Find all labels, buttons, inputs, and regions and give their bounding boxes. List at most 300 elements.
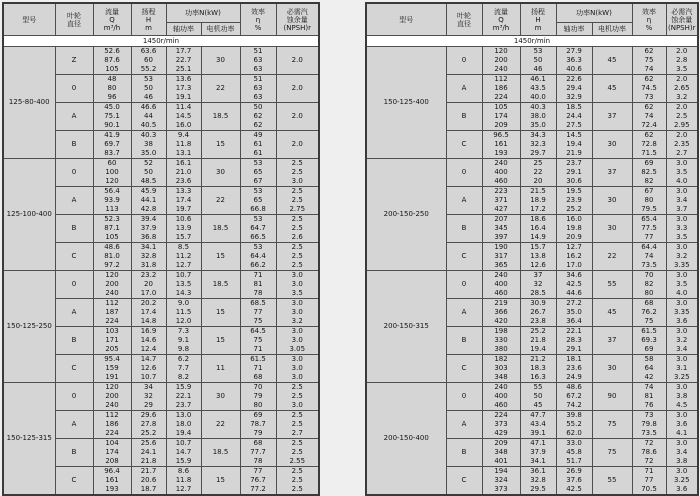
efficiency-cell: 75 xyxy=(240,317,276,327)
efficiency-cell: 75 xyxy=(632,317,666,327)
flow-cell: 460 xyxy=(482,401,520,411)
head-cell: 34.1 xyxy=(131,243,166,253)
motor-power-cell: 18.5 xyxy=(201,439,240,467)
efficiency-cell: 64.5 xyxy=(240,327,276,337)
efficiency-cell: 68 xyxy=(632,299,666,309)
efficiency-cell: 63 xyxy=(240,65,276,75)
flow-cell: 95.4 xyxy=(93,355,131,365)
flow-cell: 174 xyxy=(482,112,520,121)
efficiency-cell: 50 xyxy=(240,103,276,113)
table-row xyxy=(3,159,319,169)
shaft-power-cell: 36.3 xyxy=(556,56,592,65)
npsh-cell: 2.6 xyxy=(276,233,319,243)
head-cell: 38.0 xyxy=(520,112,556,121)
variant-cell: C xyxy=(55,467,93,496)
flow-cell: 200 xyxy=(93,392,131,401)
shaft-power-cell: 26.9 xyxy=(556,467,592,477)
head-cell: 60 xyxy=(131,56,166,65)
head-cell: 12.6 xyxy=(131,364,166,373)
head-cell: 12.4 xyxy=(131,345,166,355)
variant-cell: 0 xyxy=(446,159,482,187)
efficiency-cell: 66.8 xyxy=(240,205,276,215)
npsh-cell: 3.0 xyxy=(276,327,319,337)
variant-cell: 0 xyxy=(446,271,482,299)
head-cell: 18.7 xyxy=(131,485,166,495)
npsh-cell: 2.0 xyxy=(276,103,319,131)
flow-cell: 96.5 xyxy=(482,131,520,141)
efficiency-cell: 69 xyxy=(240,411,276,421)
npsh-cell: 2.5 xyxy=(276,392,319,401)
flow-cell: 400 xyxy=(482,280,520,289)
flow-cell: 97.2 xyxy=(93,261,131,271)
flow-cell: 83.7 xyxy=(93,149,131,159)
efficiency-cell: 79 xyxy=(240,392,276,401)
motor-power-cell: 30 xyxy=(592,355,632,383)
col-header-flow-line: Q xyxy=(109,15,115,24)
head-cell: 40.3 xyxy=(520,103,556,113)
npsh-cell: 3.7 xyxy=(666,205,698,215)
flow-cell: 105 xyxy=(482,103,520,113)
col-header-npsh-line: 蚀余量 xyxy=(286,15,308,24)
efficiency-cell: 70 xyxy=(632,271,666,281)
shaft-power-cell: 13.3 xyxy=(166,187,201,197)
shaft-power-cell: 13.0 xyxy=(166,411,201,421)
flow-cell: 174 xyxy=(93,448,131,457)
npsh-cell: 3.8 xyxy=(666,457,698,467)
flow-cell: 161 xyxy=(93,476,131,485)
col-header-head xyxy=(520,3,556,36)
speed-cell: 1450r/min xyxy=(366,36,698,47)
head-cell: 14.6 xyxy=(131,336,166,345)
motor-power-cell: 45 xyxy=(592,75,632,103)
npsh-cell: 3.0 xyxy=(666,467,698,477)
head-cell: 32.3 xyxy=(520,140,556,149)
npsh-cell: 3.0 xyxy=(666,215,698,225)
efficiency-cell: 75 xyxy=(240,336,276,345)
flow-cell: 194 xyxy=(482,467,520,477)
shaft-power-cell: 7.3 xyxy=(166,327,201,337)
head-cell: 63.6 xyxy=(131,47,166,57)
head-cell: 29.5 xyxy=(520,485,556,495)
shaft-power-cell: 42.5 xyxy=(556,485,592,495)
flow-cell: 345 xyxy=(482,224,520,233)
head-cell: 36.8 xyxy=(131,233,166,243)
model-cell: 200-150-400 xyxy=(366,383,446,496)
variant-cell: B xyxy=(446,103,482,131)
efficiency-cell: 77 xyxy=(632,233,666,243)
npsh-cell: 2.5 xyxy=(666,112,698,121)
npsh-cell: 3.6 xyxy=(666,485,698,495)
efficiency-cell: 72 xyxy=(632,439,666,449)
flow-cell: 400 xyxy=(482,392,520,401)
head-cell: 14.9 xyxy=(520,233,556,243)
shaft-power-cell: 21.9 xyxy=(556,149,592,159)
table-row xyxy=(3,271,319,281)
shaft-power-cell: 35.0 xyxy=(556,308,592,317)
shaft-power-cell: 33.0 xyxy=(556,439,592,449)
npsh-cell: 3.1 xyxy=(666,364,698,373)
npsh-cell: 3.4 xyxy=(666,448,698,457)
flow-cell: 397 xyxy=(482,233,520,243)
efficiency-cell: 61 xyxy=(240,140,276,149)
head-cell: 25.6 xyxy=(131,439,166,449)
efficiency-cell: 76 xyxy=(632,401,666,411)
flow-cell: 96 xyxy=(93,93,131,103)
npsh-cell: 2.5 xyxy=(276,261,319,271)
shaft-power-cell: 25.1 xyxy=(166,65,201,75)
flow-cell: 223 xyxy=(482,187,520,197)
flow-cell: 207 xyxy=(482,215,520,225)
efficiency-cell: 81 xyxy=(240,280,276,289)
head-cell: 32 xyxy=(131,392,166,401)
shaft-power-cell: 40.6 xyxy=(556,65,592,75)
shaft-power-cell: 11.8 xyxy=(166,476,201,485)
efficiency-cell: 66.5 xyxy=(240,233,276,243)
efficiency-cell: 72.8 xyxy=(632,140,666,149)
flow-cell: 380 xyxy=(482,345,520,355)
flow-cell: 120 xyxy=(482,47,520,57)
efficiency-cell: 78 xyxy=(240,457,276,467)
npsh-cell: 2.8 xyxy=(666,56,698,65)
head-cell: 32 xyxy=(520,280,556,289)
table-row xyxy=(3,383,319,393)
shaft-power-cell: 22.7 xyxy=(166,56,201,65)
flow-cell: 460 xyxy=(482,289,520,299)
motor-power-cell: 18.5 xyxy=(201,271,240,299)
shaft-power-cell: 24.4 xyxy=(556,112,592,121)
npsh-cell: 2.65 xyxy=(666,84,698,93)
flow-cell: 112 xyxy=(482,75,520,85)
flow-cell: 90.1 xyxy=(93,121,131,131)
flow-cell: 104 xyxy=(93,439,131,449)
flow-cell: 186 xyxy=(482,84,520,93)
head-cell: 29 xyxy=(131,401,166,411)
col-header-head-line: 扬程 xyxy=(141,7,156,16)
head-cell: 24.1 xyxy=(131,448,166,457)
model-cell: 150-125-250 xyxy=(3,271,55,383)
head-cell: 20 xyxy=(131,280,166,289)
motor-power-cell: 30 xyxy=(201,47,240,75)
flow-cell: 182 xyxy=(482,355,520,365)
shaft-power-cell: 6.2 xyxy=(166,355,201,365)
head-cell: 21.8 xyxy=(131,457,166,467)
col-header-model xyxy=(3,3,55,36)
shaft-power-cell: 9.1 xyxy=(166,336,201,345)
shaft-power-cell: 17.3 xyxy=(166,84,201,93)
npsh-cell: 2.5 xyxy=(276,476,319,485)
shaft-power-cell: 13.5 xyxy=(166,280,201,289)
motor-power-cell: 75 xyxy=(592,439,632,467)
flow-cell: 191 xyxy=(93,373,131,383)
head-cell: 34 xyxy=(131,383,166,393)
head-cell: 50 xyxy=(520,56,556,65)
shaft-power-cell: 29.4 xyxy=(556,84,592,93)
efficiency-cell: 65 xyxy=(240,168,276,177)
efficiency-cell: 63 xyxy=(240,84,276,93)
efficiency-cell: 51 xyxy=(240,47,276,57)
shaft-power-cell: 17.0 xyxy=(556,261,592,271)
speed-cell: 1450r/min xyxy=(3,36,319,47)
col-header-impeller-diameter-line: 直径 xyxy=(67,19,81,28)
shaft-power-cell: 16.0 xyxy=(556,215,592,225)
head-cell: 17.0 xyxy=(131,289,166,299)
shaft-power-cell: 14.5 xyxy=(556,131,592,141)
efficiency-cell: 42 xyxy=(632,373,666,383)
npsh-cell: 3.25 xyxy=(666,373,698,383)
efficiency-cell: 79.5 xyxy=(632,205,666,215)
flow-cell: 48.6 xyxy=(93,243,131,253)
npsh-cell: 3.6 xyxy=(666,317,698,327)
shaft-power-cell: 12.7 xyxy=(166,261,201,271)
col-header-npsh-line: (NPSH)r xyxy=(667,23,696,32)
flow-cell: 103 xyxy=(93,327,131,337)
variant-cell: 0 xyxy=(446,47,482,75)
variant-cell: A xyxy=(446,411,482,439)
head-cell: 15.7 xyxy=(520,243,556,253)
shaft-power-cell: 9.8 xyxy=(166,345,201,355)
variant-cell: B xyxy=(446,327,482,355)
npsh-cell: 2.5 xyxy=(276,168,319,177)
table-row xyxy=(366,159,698,169)
efficiency-cell: 67 xyxy=(240,177,276,187)
head-cell: 16.3 xyxy=(520,373,556,383)
efficiency-cell: 73.5 xyxy=(632,429,666,439)
flow-cell: 87.1 xyxy=(93,224,131,233)
col-header-efficiency-line: η xyxy=(646,15,652,24)
variant-cell: A xyxy=(55,187,93,215)
flow-cell: 373 xyxy=(482,420,520,429)
efficiency-cell: 73 xyxy=(632,411,666,421)
efficiency-cell: 81 xyxy=(632,392,666,401)
shaft-power-cell: 18.0 xyxy=(166,420,201,429)
col-header-motor-power-line: 电机功率 xyxy=(206,25,235,33)
efficiency-cell: 71 xyxy=(240,364,276,373)
npsh-cell: 3.35 xyxy=(666,308,698,317)
npsh-cell: 3.6 xyxy=(666,420,698,429)
head-cell: 18.6 xyxy=(520,215,556,225)
col-header-efficiency-line: 效率 xyxy=(251,7,265,16)
motor-power-cell: 22 xyxy=(592,243,632,271)
efficiency-cell: 49 xyxy=(240,131,276,141)
npsh-cell: 3.0 xyxy=(666,159,698,169)
npsh-cell: 2.5 xyxy=(276,411,319,421)
shaft-power-cell: 74.2 xyxy=(556,401,592,411)
efficiency-cell: 69 xyxy=(632,345,666,355)
col-header-power-group-line: 功率N(kW) xyxy=(185,9,221,17)
shaft-power-cell: 28.3 xyxy=(556,336,592,345)
head-cell: 40.5 xyxy=(131,121,166,131)
motor-power-cell: 37 xyxy=(592,159,632,187)
head-cell: 32.8 xyxy=(131,252,166,261)
head-cell: 38 xyxy=(131,140,166,149)
col-header-motor-power xyxy=(201,23,240,36)
head-cell: 16.4 xyxy=(520,224,556,233)
col-header-power-group xyxy=(556,3,632,23)
shaft-power-cell: 21.0 xyxy=(166,168,201,177)
efficiency-cell: 77.5 xyxy=(632,224,666,233)
shaft-power-cell: 16.0 xyxy=(166,121,201,131)
head-cell: 50 xyxy=(131,84,166,93)
head-cell: 18.3 xyxy=(520,364,556,373)
col-header-impeller-diameter xyxy=(55,3,93,36)
table-row xyxy=(3,47,319,57)
efficiency-cell: 53 xyxy=(240,187,276,197)
col-header-flow-line: 流量 xyxy=(105,7,119,16)
head-cell: 31.8 xyxy=(131,261,166,271)
npsh-cell: 3.2 xyxy=(666,93,698,103)
flow-cell: 330 xyxy=(482,336,520,345)
shaft-power-cell: 45.8 xyxy=(556,448,592,457)
shaft-power-cell: 14.7 xyxy=(166,448,201,457)
npsh-cell: 3.3 xyxy=(666,224,698,233)
flow-cell: 52.3 xyxy=(93,215,131,225)
flow-cell: 161 xyxy=(482,140,520,149)
col-header-model-line: 型号 xyxy=(399,15,414,24)
head-cell: 52 xyxy=(131,159,166,169)
npsh-cell: 3.2 xyxy=(666,336,698,345)
flow-cell: 81.0 xyxy=(93,252,131,261)
shaft-power-cell: 11.5 xyxy=(166,308,201,317)
flow-cell: 120 xyxy=(93,177,131,187)
table-row xyxy=(366,47,698,57)
speed-row xyxy=(3,36,319,47)
shaft-power-cell: 8.2 xyxy=(166,373,201,383)
shaft-power-cell: 19.4 xyxy=(556,140,592,149)
header-row-1 xyxy=(366,3,698,23)
shaft-power-cell: 8.5 xyxy=(166,243,201,253)
variant-cell: A xyxy=(55,299,93,327)
npsh-cell: 2.5 xyxy=(276,439,319,449)
motor-power-cell: 15 xyxy=(201,467,240,496)
flow-cell: 348 xyxy=(482,373,520,383)
variant-cell: A xyxy=(446,75,482,103)
npsh-cell: 3.0 xyxy=(666,243,698,253)
motor-power-cell: 30 xyxy=(592,215,632,243)
efficiency-cell: 69.3 xyxy=(632,336,666,345)
efficiency-cell: 62 xyxy=(632,103,666,113)
head-cell: 21.5 xyxy=(520,187,556,197)
npsh-cell: 2.5 xyxy=(276,485,319,495)
efficiency-cell: 74.5 xyxy=(632,84,666,93)
col-header-motor-power-line: 电机功率 xyxy=(598,25,626,33)
flow-cell: 209 xyxy=(482,439,520,449)
flow-cell: 240 xyxy=(482,383,520,393)
head-cell: 53 xyxy=(520,47,556,57)
npsh-cell: 3.5 xyxy=(666,233,698,243)
col-header-power-group-line: 功率N(kW) xyxy=(576,9,612,17)
flow-cell: 41.9 xyxy=(93,131,131,141)
efficiency-cell: 77 xyxy=(240,467,276,477)
flow-cell: 120 xyxy=(93,271,131,281)
efficiency-cell: 73 xyxy=(632,93,666,103)
npsh-cell: 2.75 xyxy=(276,205,319,215)
motor-power-cell: 22 xyxy=(201,187,240,215)
npsh-cell: 4.5 xyxy=(666,401,698,411)
variant-cell: C xyxy=(55,243,93,271)
shaft-power-cell: 12.7 xyxy=(556,243,592,253)
flow-cell: 48 xyxy=(93,75,131,85)
efficiency-cell: 63 xyxy=(240,93,276,103)
npsh-cell: 3.2 xyxy=(666,252,698,261)
variant-cell: C xyxy=(55,355,93,383)
head-cell: 18.9 xyxy=(520,196,556,205)
efficiency-cell: 62 xyxy=(632,47,666,57)
npsh-cell: 2.7 xyxy=(666,149,698,159)
shaft-power-cell: 10.6 xyxy=(166,215,201,225)
variant-cell: A xyxy=(446,299,482,327)
head-cell: 23.8 xyxy=(520,317,556,327)
npsh-cell: 3.0 xyxy=(276,336,319,345)
model-cell: 200-150-315 xyxy=(366,271,446,383)
efficiency-cell: 61.5 xyxy=(240,355,276,365)
head-cell: 45.9 xyxy=(131,187,166,197)
col-header-npsh xyxy=(276,3,319,36)
flow-cell: 209 xyxy=(482,121,520,131)
head-cell: 20.2 xyxy=(131,299,166,309)
head-cell: 46.6 xyxy=(131,103,166,113)
shaft-power-cell: 17.7 xyxy=(166,47,201,57)
efficiency-cell: 68 xyxy=(240,439,276,449)
npsh-cell: 2.0 xyxy=(666,75,698,85)
head-cell: 25.2 xyxy=(131,429,166,439)
motor-power-cell: 55 xyxy=(592,271,632,299)
shaft-power-cell: 34.6 xyxy=(556,271,592,281)
col-header-npsh-line: 必需汽 xyxy=(671,7,693,16)
shaft-power-cell: 15.9 xyxy=(166,383,201,393)
efficiency-cell: 78 xyxy=(240,289,276,299)
col-header-efficiency xyxy=(240,3,276,36)
npsh-cell: 2.5 xyxy=(276,224,319,233)
npsh-cell: 2.5 xyxy=(276,383,319,393)
shaft-power-cell: 10.7 xyxy=(166,439,201,449)
head-cell: 25 xyxy=(520,159,556,169)
col-header-impeller-diameter xyxy=(446,3,482,36)
shaft-power-cell: 9.0 xyxy=(166,299,201,309)
efficiency-cell: 74 xyxy=(632,65,666,75)
variant-cell: C xyxy=(446,243,482,271)
npsh-cell: 3.0 xyxy=(666,299,698,309)
npsh-cell: 2.0 xyxy=(666,131,698,141)
efficiency-cell: 70 xyxy=(240,383,276,393)
speed-row xyxy=(366,36,698,47)
shaft-power-cell: 19.4 xyxy=(166,429,201,439)
variant-cell: B xyxy=(55,215,93,243)
flow-cell: 187 xyxy=(93,308,131,317)
flow-cell: 224 xyxy=(482,93,520,103)
head-cell: 12.6 xyxy=(520,261,556,271)
npsh-cell: 3.0 xyxy=(276,373,319,383)
flow-cell: 80 xyxy=(93,84,131,93)
col-header-power-group xyxy=(166,3,240,23)
npsh-cell: 3.0 xyxy=(666,187,698,197)
head-cell: 44 xyxy=(131,112,166,121)
shaft-power-cell: 23.7 xyxy=(556,159,592,169)
variant-cell: B xyxy=(55,439,93,467)
flow-cell: 100 xyxy=(93,168,131,177)
flow-cell: 60 xyxy=(93,159,131,169)
motor-power-cell: 22 xyxy=(201,411,240,439)
head-cell: 34.1 xyxy=(520,457,556,467)
shaft-power-cell: 23.6 xyxy=(556,364,592,373)
npsh-cell: 4.0 xyxy=(666,289,698,299)
variant-cell: A xyxy=(55,103,93,131)
npsh-cell: 3.0 xyxy=(666,271,698,281)
shaft-power-cell: 23.7 xyxy=(166,401,201,411)
head-cell: 39.4 xyxy=(131,215,166,225)
npsh-cell: 3.5 xyxy=(666,280,698,289)
head-cell: 40.0 xyxy=(520,93,556,103)
efficiency-cell: 53 xyxy=(240,159,276,169)
